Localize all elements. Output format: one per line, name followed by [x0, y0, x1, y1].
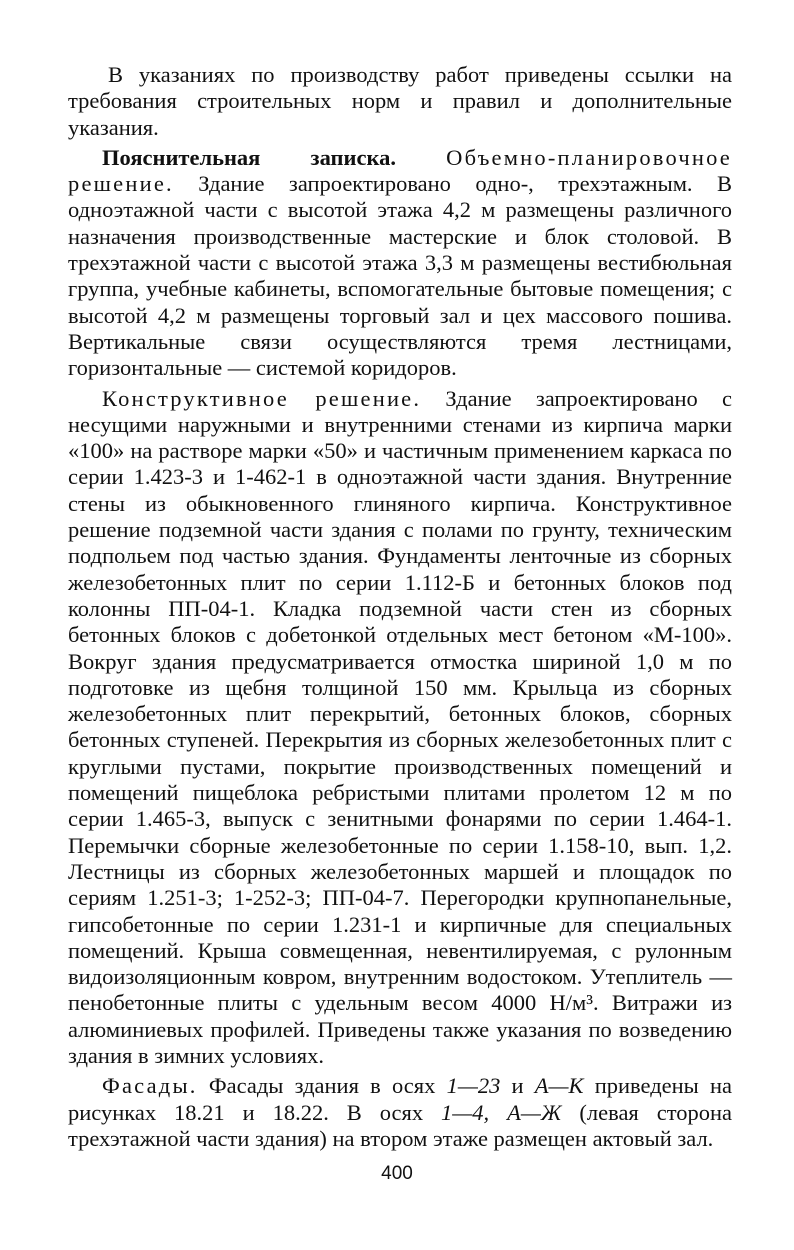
paragraph-facades	[68, 1073, 732, 1152]
page-number: 400	[381, 1163, 413, 1184]
facades-text-c: приведены на рисунках 18.21 и 18.22. В осях	[68, 1073, 733, 1125]
paragraph-instructions	[68, 62, 732, 141]
page-body	[68, 62, 732, 1156]
facades-axes-3: 1—4, А—Ж	[441, 1099, 562, 1125]
facades-axes-2: А—К	[534, 1073, 584, 1099]
paragraph-structural-solution	[68, 386, 732, 1070]
facades-text-a: Фасады здания в осях	[208, 1073, 436, 1099]
subheading-planning-solution: Объемно-планировочное решение.	[68, 144, 732, 197]
facades-text-b: и	[511, 1073, 524, 1099]
subheading-facades: Фасады.	[102, 1073, 198, 1099]
facades-text-d: (левая сторона трехэтажной части здания) на втором этаже размещен актовый зал.	[68, 1099, 733, 1151]
paragraph-structural-text: Здание запроектировано с несущими наружными и внутренними стенами из кирпича марки «100» на растворе марки «50» и частичным применением каркаса по серии 1.423-3 и 1-462-1 в одноэтажной части здания. Внутренние стены из обыкновенного глиняного кирпича. Конструктивное решение подземной части здания с полами по грунту, техническим подпольем под частью здания. Фундаменты ленточные из сборных железобетонных плит по серии 1.112-Б и бетонных блоков под колонны ПП-04-1. Кладка подземной части стен из сборных бетонных блоков с добетонкой отдельных мест бетоном «М-100». Вокруг здания предусматривается отмостка шириной 1,0 м по подготовке из щебня толщиной 150 мм. Крыльца из сборных железобетонных плит перекрытий, бетонных блоков, сборных бетонных ступеней. Перекрытия из сборных железобетонных плит с круглыми пустами, покрытие производственных помещений и помещений пищеблока ребристыми плитами пролетом 12 м по серии 1.465-3, выпуск с зенитными фонарями по серии 1.464-1. Перемычки сборные железобетонные по серии 1.158-10, вып. 1,2. Лестницы из сборных железобетонных маршей и площадок по сериям 1.251-3; 1-252-3; ПП-04-7. Перегородки крупнопанельные, гипсобетонные по серии 1.231-1 и кирпичные для специальных помещений. Крыша совмещенная, невентилируемая, с рулонным видоизоляционным ковром, внутренним водостоком. Утеплитель — пенобетонные плиты с удельным весом 4000 Н/м³. Витражи из алюминиевых профилей. Приведены также указания по возведению здания в зимних условиях.	[68, 385, 732, 1068]
section-heading-explanatory-note: Пояснительная записка.	[102, 144, 396, 170]
facades-axes-1: 1—23	[446, 1073, 501, 1099]
paragraph-explanatory-note	[68, 145, 732, 382]
subheading-structural-solution: Конструктивное решение.	[102, 385, 422, 411]
paragraph-planning-text: Здание запроектировано одно-, трехэтажным. В одноэтажной части с высотой этажа 4,2 м размещены различного назначения производственные мастерские и блок столовой. В трехэтажной части с высотой этажа 3,3 м размещены вестибюльная группа, учебные кабинеты, вспомогательные бытовые помещения; с высотой 4,2 м размещены торговый зал и цех массового пошива. Вертикальные связи осуществляются тремя лестницами, горизонтальные — системой коридоров.	[68, 171, 732, 381]
paragraph-instructions-text: В указаниях по производству работ приведены ссылки на требования строительных норм и правил и дополнительные указания.	[68, 62, 732, 140]
